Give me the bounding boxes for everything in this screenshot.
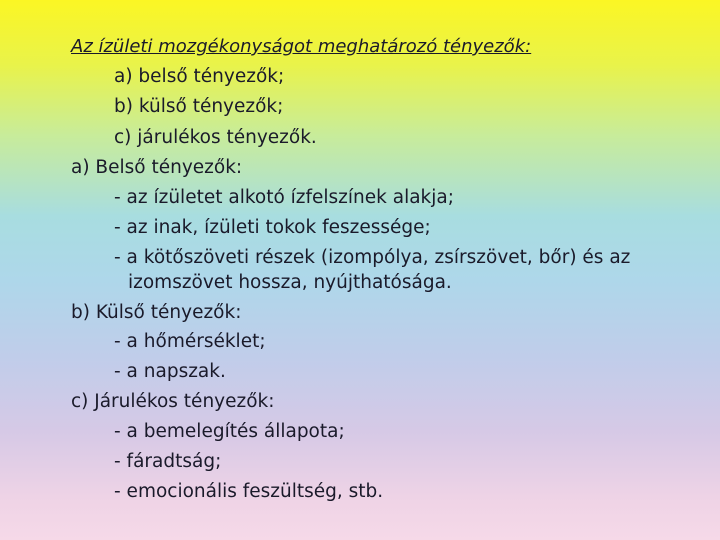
inner-factor-item: - a kötőszöveti részek (izompólya, zsírszövet, bőr) és az: [114, 247, 631, 268]
section-heading-additional: c) Járulékos tényezők:: [71, 391, 275, 412]
outer-factor-item: - a hőmérséklet;: [114, 331, 266, 352]
inner-factor-item-continuation: izomszövet hossza, nyújthatósága.: [128, 272, 452, 293]
intro-item-outer: b) külső tényezők;: [114, 96, 284, 117]
intro-item-inner: a) belső tényezők;: [114, 66, 285, 87]
additional-factor-item: - emocionális feszültség, stb.: [114, 481, 384, 502]
inner-factor-item: - az inak, ízületi tokok feszessége;: [114, 217, 431, 238]
intro-item-additional: c) járulékos tényezők.: [114, 127, 317, 148]
inner-factor-item: - az ízületet alkotó ízfelszínek alakja;: [114, 187, 454, 208]
section-heading-outer: b) Külső tényezők:: [71, 302, 242, 323]
outer-factor-item: - a napszak.: [114, 361, 226, 382]
additional-factor-item: - fáradtság;: [114, 451, 222, 472]
additional-factor-item: - a bemelegítés állapota;: [114, 421, 345, 442]
section-heading-inner: a) Belső tényezők:: [71, 157, 243, 178]
slide-title: Az ízületi mozgékonyságot meghatározó tényezők:: [71, 36, 532, 57]
